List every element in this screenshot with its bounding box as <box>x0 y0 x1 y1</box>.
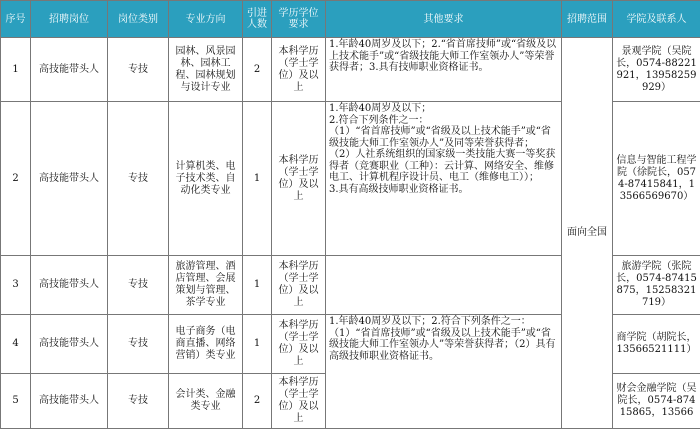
cell-requirements-empty <box>326 256 562 315</box>
cell-education: 本科学历（学士学位）及以上 <box>272 315 326 374</box>
cell-seq: 3 <box>1 256 31 315</box>
cell-count: 2 <box>243 374 272 429</box>
requirement-line: （1）“省首席技师”或“省级及以上技术能手”或“省级技能大师工作室领办人”及同等荣誉获得者； <box>329 126 551 149</box>
cell-major: 旅游管理、酒店管理、会展策划与管理、茶学专业 <box>169 256 243 315</box>
cell-seq: 2 <box>1 102 31 256</box>
cell-position: 高技能带头人 <box>31 315 108 374</box>
cell-college: 信息与智能工程学院（徐院长，0574-87415841，13566569670） <box>613 102 700 256</box>
requirement-line: （2）人社系统组织的国家级一类技能大赛一等奖获得者（竞赛职业（工种）：云计算、网络安全、维修电工、计算机程序设计员、电工（维修电工））； <box>329 149 556 183</box>
cell-college: 商学院（胡院长，13566521111） <box>613 315 700 374</box>
cell-category: 专技 <box>108 374 169 429</box>
requirement-line: 1.年龄40周岁及以下；2.“省首席技师”或“省级及以上技术能手”或“省级技能大师工作室领办人”等荣誉获得者；3.具有技师职业资格证书。 <box>329 39 557 73</box>
cell-category: 专技 <box>108 256 169 315</box>
requirement-line: 1.年龄40周岁及以下；2.符合下列条件之一：（1）“省首席技师”或“省级及以上技术能手”或“省级技能大师工作室领办人”等荣誉获得者；（2）具有高级技师职业资格证书。 <box>329 316 556 362</box>
cell-category: 专技 <box>108 38 169 102</box>
cell-category: 专技 <box>108 102 169 256</box>
cell-requirements <box>326 38 562 102</box>
cell-education: 本科学历（学士学位）及以上 <box>272 256 326 315</box>
cell-category: 专技 <box>108 315 169 374</box>
requirement-line: 3.具有高级技师职业资格证书。 <box>329 183 469 195</box>
cell-major: 计算机类、电子技术类、自动化类专业 <box>169 102 243 256</box>
cell-college: 景观学院（吴院长，0574-88221921，13958259929） <box>613 38 700 102</box>
cell-position: 高技能带头人 <box>31 256 108 315</box>
cell-college: 财会金融学院（吴院长，0574-87415865，13566 <box>613 374 700 429</box>
header-row <box>1 1 700 38</box>
header-requirements: 其他要求 <box>326 1 562 38</box>
header-count: 引进人数 <box>243 1 272 38</box>
cell-requirements <box>326 315 562 429</box>
cell-seq: 5 <box>1 374 31 429</box>
cell-position: 高技能带头人 <box>31 374 108 429</box>
cell-requirements <box>326 102 562 256</box>
header-scope: 招聘范围 <box>562 1 613 38</box>
cell-count: 1 <box>243 315 272 374</box>
header-seq: 序号 <box>1 1 31 38</box>
header-major: 专业方向 <box>169 1 243 38</box>
cell-education: 本科学历（学士学位）及以上 <box>272 374 326 429</box>
cell-education: 本科学历（学士学位）及以上 <box>272 102 326 256</box>
cell-position: 高技能带头人 <box>31 38 108 102</box>
cell-major: 园林、风景园林、园林工程、园林规划与设计专业 <box>169 38 243 102</box>
header-college: 学院及联系人 <box>613 1 700 38</box>
cell-scope: 面向全国 <box>562 38 613 429</box>
cell-count: 1 <box>243 256 272 315</box>
requirement-line: 2.符合下列条件之一： <box>329 114 429 126</box>
cell-major: 电子商务（电商直播、网络营销）类专业 <box>169 315 243 374</box>
header-position: 招聘岗位 <box>31 1 108 38</box>
cell-education: 本科学历（学士学位）及以上 <box>272 38 326 102</box>
cell-college: 旅游学院（张院长，0574-87415875，15258321719） <box>613 256 700 315</box>
header-category: 岗位类别 <box>108 1 169 38</box>
cell-seq: 4 <box>1 315 31 374</box>
cell-major: 会计类、金融类专业 <box>169 374 243 429</box>
requirement-line: 1.年龄40周岁及以下； <box>329 103 432 114</box>
cell-seq: 1 <box>1 38 31 102</box>
cell-position: 高技能带头人 <box>31 102 108 256</box>
table-row <box>1 38 700 102</box>
cell-count: 1 <box>243 102 272 256</box>
header-education: 学历学位要求 <box>272 1 326 38</box>
cell-count: 2 <box>243 38 272 102</box>
